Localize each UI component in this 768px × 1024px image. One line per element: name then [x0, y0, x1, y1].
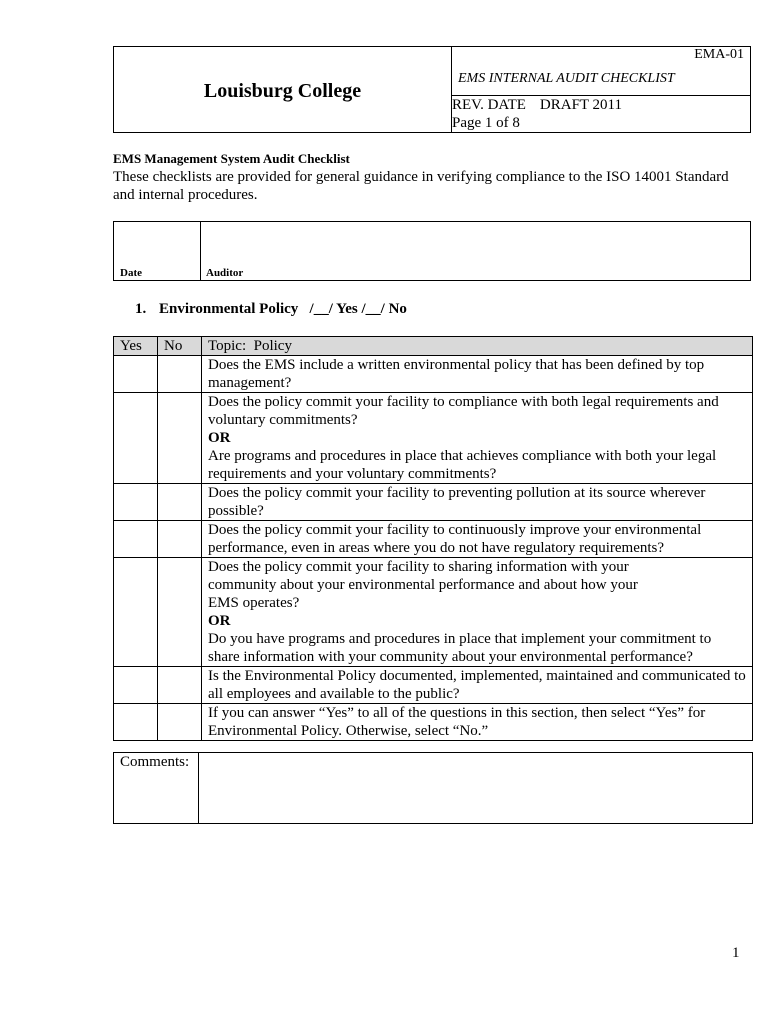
- comments-box: [113, 752, 753, 824]
- no-column-header: No: [158, 337, 202, 356]
- checklist-row: [114, 521, 753, 558]
- checklist-body: [114, 356, 753, 741]
- checklist-row: [114, 667, 753, 704]
- comments-label: Comments:: [114, 753, 199, 824]
- question-text: Is the Environmental Policy documented, implemented, maintained and communicated to all employees and available to the public?: [208, 668, 746, 702]
- question-text: Does the EMS include a written environmental policy that has been defined by top management?: [208, 357, 705, 391]
- yes-checkbox-cell[interactable]: [114, 521, 158, 558]
- topic-column-header: Topic: Policy: [202, 337, 753, 356]
- no-checkbox-cell[interactable]: [158, 667, 202, 704]
- question-text: community about your environmental performance and about how your: [208, 577, 638, 593]
- intro-text: These checklists are provided for general guidance in verifying compliance to the ISO 14001 Standard and internal procedures.: [113, 169, 729, 203]
- doc-title-cell: [452, 47, 751, 96]
- doc-title: EMS INTERNAL AUDIT CHECKLIST: [458, 71, 675, 86]
- signoff-box: [113, 221, 751, 281]
- intro-title: EMS Management System Audit Checklist: [113, 151, 350, 166]
- doc-code: EMA-01: [694, 47, 744, 62]
- yes-checkbox-cell[interactable]: [114, 667, 158, 704]
- question-text: Does the policy commit your facility to continuously improve your environmental performance, even in areas where you do not have regulatory requirements?: [208, 522, 702, 556]
- or-separator: OR: [208, 613, 231, 629]
- signoff-divider: [200, 222, 201, 280]
- question-cell: [202, 521, 753, 558]
- section-number: 1.: [135, 301, 147, 317]
- page-info: Page 1 of 8: [452, 115, 520, 131]
- no-checkbox-cell[interactable]: [158, 521, 202, 558]
- question-text: Does the policy commit your facility to sharing information with your: [208, 559, 629, 575]
- yes-checkbox-cell[interactable]: [114, 356, 158, 393]
- yes-checkbox-cell[interactable]: [114, 704, 158, 741]
- question-cell: [202, 558, 753, 667]
- checklist-row: [114, 704, 753, 741]
- no-checkbox-cell[interactable]: [158, 484, 202, 521]
- rev-label: REV. DATE: [452, 97, 526, 113]
- yes-column-header: Yes: [114, 337, 158, 356]
- yes-checkbox-cell[interactable]: [114, 393, 158, 484]
- checklist-table: [113, 336, 753, 741]
- rev-value: DRAFT 2011: [539, 97, 623, 113]
- checklist-row: [114, 484, 753, 521]
- college-name: Louisburg College: [203, 80, 362, 102]
- checklist-row: [114, 393, 753, 484]
- no-checkbox-cell[interactable]: [158, 356, 202, 393]
- question-cell: [202, 667, 753, 704]
- yes-checkbox-cell[interactable]: [114, 484, 158, 521]
- question-cell: [202, 484, 753, 521]
- yes-checkbox-cell[interactable]: [114, 558, 158, 667]
- no-checkbox-cell[interactable]: [158, 393, 202, 484]
- section-title: Environmental Policy /__/ Yes /__/ No: [159, 301, 407, 317]
- date-label: Date: [120, 267, 142, 279]
- college-cell: [114, 47, 452, 133]
- question-text: Does the policy commit your facility to preventing pollution at its source wherever possible?: [208, 485, 706, 519]
- question-text: Does the policy commit your facility to compliance with both legal requirements and voluntary commitments?: [208, 394, 719, 428]
- revision-line: [452, 96, 750, 114]
- or-separator: OR: [208, 430, 231, 446]
- question-cell: [202, 356, 753, 393]
- comments-field[interactable]: [199, 753, 753, 824]
- auditor-label: Auditor: [206, 267, 244, 279]
- section-heading: [135, 301, 407, 318]
- no-checkbox-cell[interactable]: [158, 558, 202, 667]
- no-checkbox-cell[interactable]: [158, 704, 202, 741]
- question-text: If you can answer “Yes” to all of the questions in this section, then select “Yes” for Environmental Policy. Otherwise, select “No.”: [208, 705, 706, 739]
- checklist-header-row: [114, 337, 753, 356]
- question-text: Do you have programs and procedures in place that implement your commitment to share information with your community about your environmental performance?: [208, 631, 712, 665]
- question-cell: [202, 704, 753, 741]
- question-text: Are programs and procedures in place that achieves compliance with both your legal requirements and your voluntary commitments?: [208, 448, 717, 482]
- question-text: EMS operates?: [208, 595, 300, 611]
- checklist-row: [114, 356, 753, 393]
- revision-cell: [452, 96, 751, 133]
- checklist-row: [114, 558, 753, 667]
- document-header: [113, 46, 751, 133]
- page-number: 1: [732, 945, 740, 961]
- question-cell: [202, 393, 753, 484]
